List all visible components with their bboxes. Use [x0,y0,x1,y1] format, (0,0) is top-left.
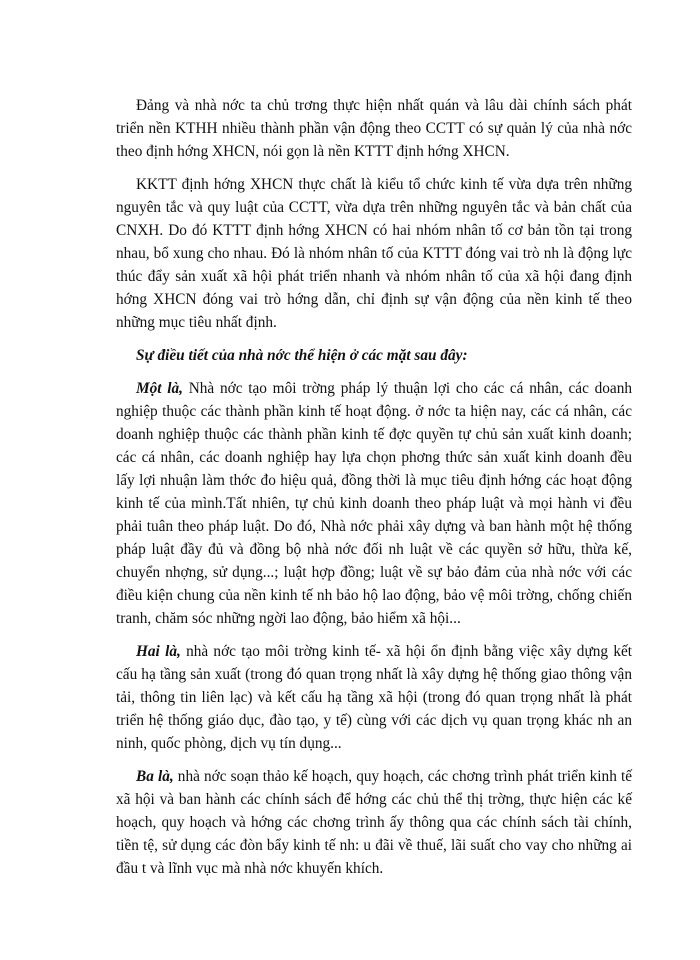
section-heading-regulation [116,344,632,367]
paragraph-point-two [116,640,632,755]
section-heading-regulation-text: Sự điều tiết của nhà nớc thể hiện ở các mặt sau đây: [136,347,468,364]
paragraph-kttt-definition [116,173,632,334]
point-three-text: nhà nớc soạn thảo kế hoạch, quy hoạch, các chơng trình phát triển kinh tế xã hội và ban hành các chính sách để hớng các chủ thể thị trờng, thực hiện các kế hoạch, quy hoạch và hớng các chơng trình ấy thông qua các chính sách tài chính, tiền tệ, sử dụng các đòn bẩy kinh tế nh: u đãi về thuế, lãi suất cho vay cho những ai đầu t và lĩnh vục mà nhà nớc khuyến khích. [116,768,632,877]
paragraph-point-three [116,765,632,880]
point-three-lead: Ba là, [136,768,174,785]
point-one-lead: Một là, [136,380,183,397]
paragraph-policy-text: Đảng và nhà nớc ta chủ trơng thực hiện nhất quán và lâu dài chính sách phát triển nền KTHH nhiều thành phần vận động theo CCTT có sự quản lý của nhà nớc theo định hớng XHCN, nói gọn là nền KTTT định hớng XHCN. [116,97,632,160]
paragraph-kttt-definition-text: KKTT định hớng XHCN thực chất là kiểu tổ chức kinh tế vừa dựa trên những nguyên tắc và quy luật của CCTT, vừa dựa trên những nguyên tắc và bản chất của CNXH. Do đó KTTT định hớng XHCN có hai nhóm nhân tố cơ bản tồn tại trong nhau, bổ xung cho nhau. Đó là nhóm nhân tố của KTTT đóng vai trò nh là động lực thúc đẩy sản xuất xã hội phát triển nhanh và nhóm nhân tố của xã hội đang định hớng XHCN đóng vai trò hớng dẫn, chỉ định sự vận động của nền kinh tế theo những mục tiêu nhất định. [116,176,632,331]
point-two-text: nhà nớc tạo môi trờng kinh tế- xã hội ổn định bằng việc xây dựng kết cấu hạ tầng sản xuất (trong đó quan trọng nhất là xây dựng hệ thống giao thông vận tải, thông tin liên lạc) và kết cấu hạ tầng xã hội (trong đó quan trọng nhất là phát triển hệ thống giáo dục, đào tạo, y tế) cùng với các dịch vụ quan trọng khác nh an ninh, quốc phòng, dịch vụ tín dụng... [116,643,633,752]
paragraph-policy [116,94,632,163]
point-two-lead: Hai là, [136,643,181,660]
document-body [116,94,632,880]
paragraph-point-one [116,377,632,630]
point-one-text: Nhà nớc tạo môi trờng pháp lý thuận lợi cho các cá nhân, các doanh nghiệp thuộc các thành phần kinh tế hoạt động. ở nớc ta hiện nay, các cá nhân, các doanh nghiệp thuộc các thành phần kinh tế đợc quyền tự chủ sản xuất kinh doanh; các cá nhân, các doanh nghiệp hay lựa chọn phơng thức sản xuất kinh doanh đều lấy lợi nhuận làm thớc đo hiệu quả, đồng thời là mục tiêu định hớng các hoạt động kinh tế của mình.Tất nhiên, tự chủ kinh doanh theo pháp luật và mọi hành vi đều phải tuân theo pháp luật. Do đó, Nhà nớc phải xây dựng và ban hành một hệ thống pháp luật đầy đủ và đồng bộ nhà nớc đối nh luật về các quyền sở hữu, thừa kế, chuyển nhợng, sử dụng...; luật hợp đồng; luật về sự bảo đảm của nhà nớc với các điều kiện chung của nền kinh tế nh bảo hộ lao động, bảo vệ môi trờng, chống chiến tranh, chăm sóc những ngời lao động, bảo hiểm xã hội... [116,380,632,627]
